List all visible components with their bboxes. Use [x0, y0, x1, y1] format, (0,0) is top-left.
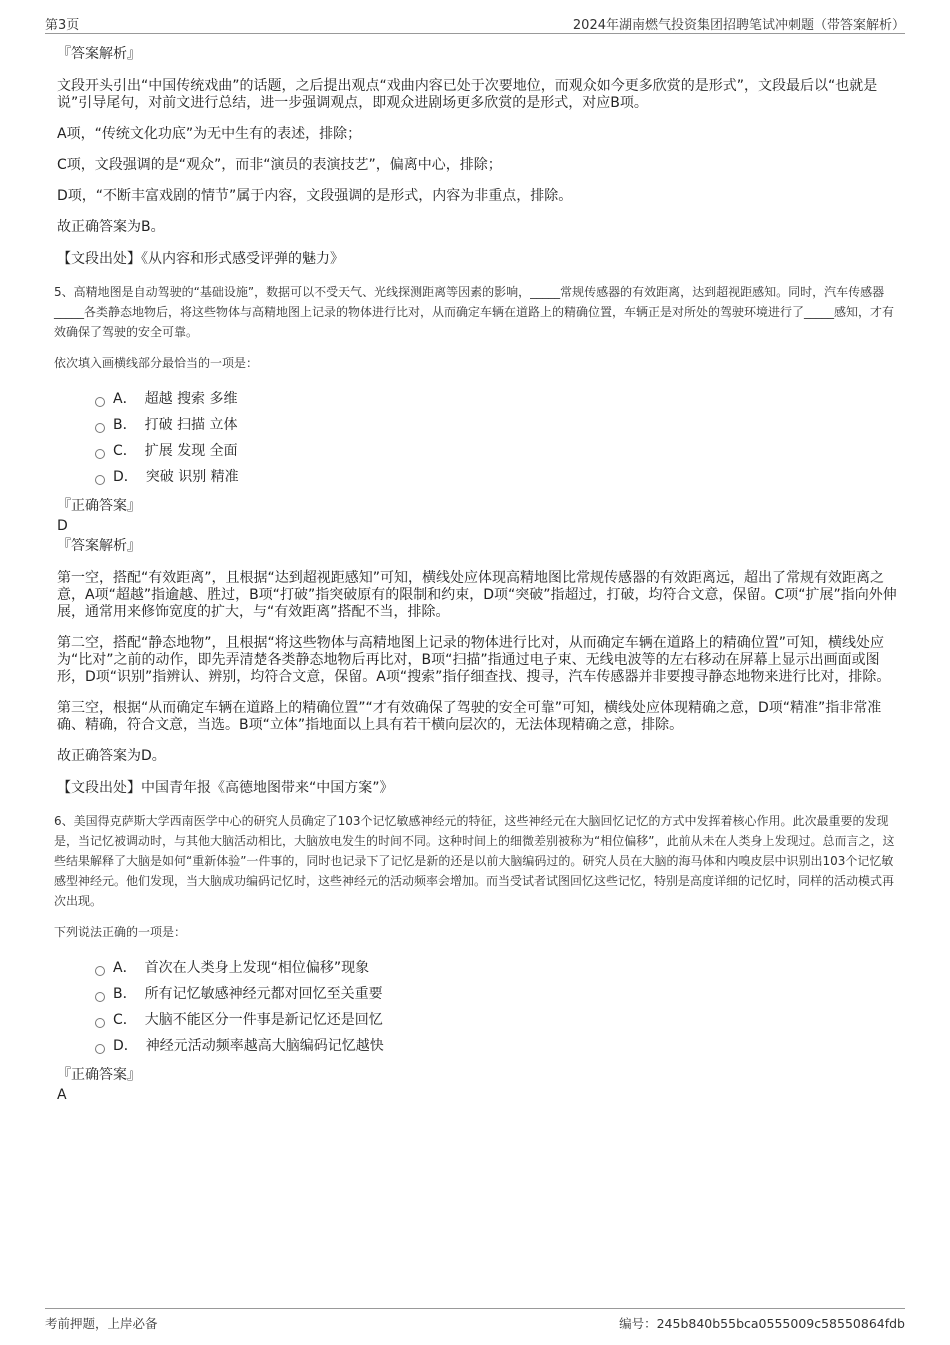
page-header — [45, 14, 905, 34]
radio-icon[interactable] — [95, 449, 105, 459]
passage-source: 【文段出处】《从内容和形式感受评弹的魅力》 — [57, 251, 344, 267]
question-5-prompt: 依次填入画横线部分最恰当的一项是： — [54, 356, 259, 370]
option-a[interactable]: A． 首次在人类身上发现“相位偏移”现象 — [95, 955, 897, 981]
correct-answer-label: 『正确答案』 — [57, 498, 141, 514]
radio-icon[interactable] — [95, 397, 105, 407]
question-5-options — [95, 386, 897, 490]
option-c[interactable]: C． 扩展 发现 全面 — [95, 438, 897, 464]
question-6-prompt: 下列说法正确的一项是： — [54, 925, 187, 939]
analysis-paragraph: D项，“不断丰富戏剧的情节”属于内容，文段强调的是形式，内容为非重点，排除。 — [57, 188, 573, 204]
correct-answer: A — [57, 1087, 67, 1103]
radio-icon[interactable] — [95, 1018, 105, 1028]
page-content — [54, 44, 897, 1105]
radio-icon[interactable] — [95, 966, 105, 976]
analysis-paragraph: 故正确答案为B。 — [57, 219, 165, 235]
option-b[interactable]: B． 所有记忆敏感神经元都对回忆至关重要 — [95, 981, 897, 1007]
analysis-paragraph: C项，文段强调的是“观众”，而非“演员的表演技艺”，偏离中心，排除； — [57, 157, 502, 173]
answer-analysis-label: 『答案解析』 — [57, 538, 141, 554]
analysis-paragraph: A项，“传统文化功底”为无中生有的表述，排除； — [57, 126, 362, 142]
option-d[interactable]: D． 神经元活动频率越高大脑编码记忆越快 — [95, 1033, 897, 1059]
option-c[interactable]: C． 大脑不能区分一件事是新记忆还是回忆 — [95, 1007, 897, 1033]
analysis-paragraph: 第二空，搭配“静态地物”，且根据“将这些物体与高精地图上记录的物体进行比对，从而确定车辆在道路上的精确位置”可知，横线处应为“比对”之前的动作，即先弄清楚各类静态地物后再比对，B项“扫描”指通过电子束、无线电波等的左右移动在屏幕上显示出画面或图形，D项“识别”指辨认、辨别，均符合文意，保留。A项“搜索”指仔细查找、搜寻，汽车传感器并非要搜寻静态地物来进行比对，排除。 — [57, 635, 891, 685]
document-title: 2024年湖南燃气投资集团招聘笔试冲刺题（带答案解析） — [572, 18, 905, 33]
question-6-text: 6、美国得克萨斯大学西南医学中心的研究人员确定了103个记忆敏感神经元的特征，这些神经元在大脑回忆记忆的方式中发挥着核心作用。此次最重要的发现是，当记忆被调动时，与其他大脑活动相比，大脑放电发生的时间不同。这种时间上的细微差别被称为“相位偏移”，此前从未在人类身上发现过。总而言之，这些结果解释了大脑是如何“重新体验”一件事的，同时也记录下了记忆是新的还是以前大脑编码过的。研究人员在大脑的海马体和内嗅皮层中识别出103个记忆敏感型神经元。他们发现，当大脑成功编码记忆时，这些神经元的活动频率会增加。而当受试者试图回忆这些记忆，特别是高度详细的记忆时，同样的活动模式再次出现。 — [54, 814, 895, 908]
correct-answer-label: 『正确答案』 — [57, 1067, 141, 1083]
option-d[interactable]: D． 突破 识别 精准 — [95, 464, 897, 490]
question-5-text: 5、高精地图是自动驾驶的“基础设施”，数据可以不受天气、光线探测距离等因素的影响，_____常规传感器的有效距离，达到超视距感知。同时，汽车传感器_____各类静态地物后，将这些物体与高精地图上记录的物体进行比对，从而确定车辆在道路上的精确位置，车辆正是对所处的驾驶环境进行了_____感知，才有效确保了驾驶的安全可靠。 — [54, 285, 895, 339]
analysis-paragraph: 文段开头引出“中国传统戏曲”的话题，之后提出观点“戏曲内容已处于次要地位，而观众如今更多欣赏的是形式”，文段最后以“也就是说”引导尾句，对前文进行总结，进一步强调观点，即观众进剧场更多欣赏的是形式，对应B项。 — [57, 78, 878, 111]
radio-icon[interactable] — [95, 475, 105, 485]
answer-analysis-label: 『答案解析』 — [57, 46, 141, 62]
question-6-options — [95, 955, 897, 1059]
option-a[interactable]: A． 超越 搜索 多维 — [95, 386, 897, 412]
passage-source: 【文段出处】中国青年报《高德地图带来“中国方案”》 — [57, 780, 394, 796]
analysis-paragraph: 第三空，根据“从而确定车辆在道路上的精确位置”“才有效确保了驾驶的安全可靠”可知，横线处应体现精确之意，D项“精准”指非常准确、精确，符合文意，当选。B项“立体”指地面以上具有若干横向层次的，无法体现精确之意，排除。 — [57, 700, 882, 733]
option-b[interactable]: B． 打破 扫描 立体 — [95, 412, 897, 438]
correct-answer: D — [57, 518, 68, 534]
radio-icon[interactable] — [95, 992, 105, 1002]
radio-icon[interactable] — [95, 1044, 105, 1054]
radio-icon[interactable] — [95, 423, 105, 433]
document-id: 编号：245b840b55bca0555009c58550864fdb — [619, 1316, 905, 1331]
analysis-paragraph: 故正确答案为D。 — [57, 748, 166, 764]
footer-slogan: 考前押题，上岸必备 — [45, 1316, 158, 1331]
analysis-paragraph: 第一空，搭配“有效距离”，且根据“达到超视距感知”可知，横线处应体现高精地图比常规传感器的有效距离远，超出了常规有效距离之意，A项“超越”指逾越、胜过，B项“打破”指突破原有的限制和约束，D项“突破”指超过，打破，均符合文意，保留。C项“扩展”指向外伸展，通常用来修饰宽度的扩大，与“有效距离”搭配不当，排除。 — [57, 570, 897, 620]
page-footer — [45, 1308, 905, 1331]
page-number: 第3页 — [45, 18, 80, 33]
